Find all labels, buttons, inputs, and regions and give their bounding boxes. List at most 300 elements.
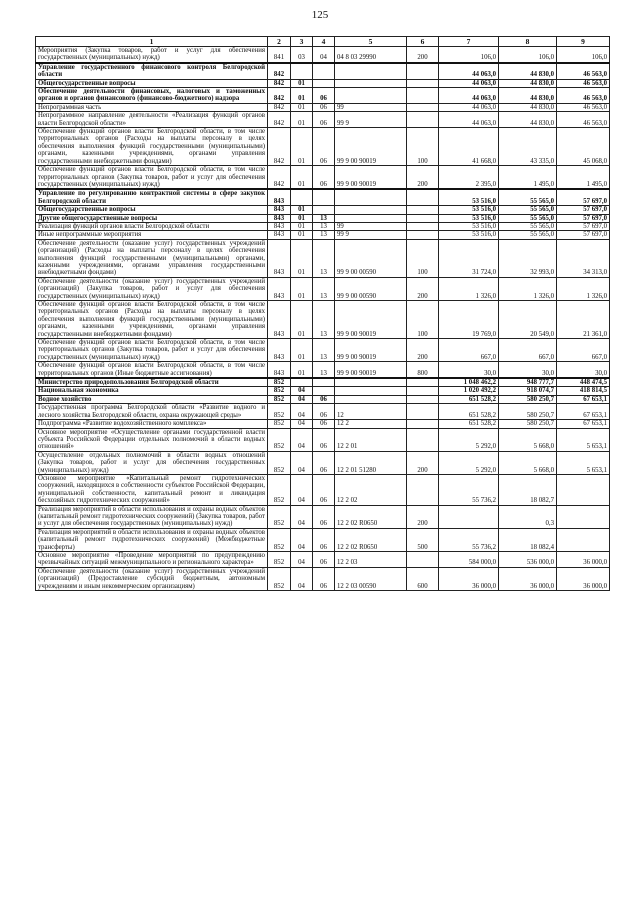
- row-amount-year3: 46 563,0: [557, 103, 610, 111]
- row-amount-year3: 46 563,0: [557, 112, 610, 128]
- row-amount-year2: 30,0: [499, 362, 557, 378]
- row-amount-year3: 46 563,0: [557, 88, 610, 104]
- row-ministry-code: 843: [268, 231, 291, 239]
- row-name: Основное мероприятие «Осуществление органами государственной власти субъекта Российской Федерации отдельных полномочий в области водных отношений»: [36, 428, 268, 451]
- row-amount-year1: 53 516,0: [439, 231, 499, 239]
- row-section-code: 01: [291, 79, 313, 87]
- row-subsection-code: 13: [313, 231, 335, 239]
- table-row: [36, 214, 610, 222]
- table-row: [36, 63, 610, 79]
- row-ministry-code: 842: [268, 128, 291, 166]
- row-amount-year3: 45 068,0: [557, 128, 610, 166]
- table-row: [36, 112, 610, 128]
- row-name: Обеспечение деятельности (оказание услуг) государственных учреждений (организаций) (Предоставление субсидий бюджетным, автономным учреждениям и иным некоммерческим организациям): [36, 567, 268, 590]
- row-subsection-code: [313, 387, 335, 395]
- row-amount-year2: 55 565,0: [499, 206, 557, 214]
- row-amount-year2: 43 335,0: [499, 128, 557, 166]
- table-row: [36, 47, 610, 63]
- row-name: Непрограммное направление деятельности «Реализация функций органов власти Белгородской области»: [36, 112, 268, 128]
- row-name: Национальная экономика: [36, 387, 268, 395]
- row-amount-year1: 53 516,0: [439, 214, 499, 222]
- row-section-code: 01: [291, 239, 313, 277]
- row-name: Осуществление отдельных полномочий в области водных отношений (Закупка товаров, работ и услуг для обеспечения государственных (муниципальных) нужд): [36, 451, 268, 474]
- row-expense-type: 200: [407, 277, 439, 300]
- table-body: [36, 47, 610, 591]
- row-subsection-code: 06: [313, 451, 335, 474]
- row-amount-year3: 67 653,1: [557, 395, 610, 403]
- row-amount-year1: 667,0: [439, 339, 499, 362]
- row-section-code: 04: [291, 567, 313, 590]
- table-row: [36, 189, 610, 205]
- row-name: Общегосударственные вопросы: [36, 206, 268, 214]
- row-section-code: 01: [291, 103, 313, 111]
- row-section-code: 04: [291, 528, 313, 551]
- row-ministry-code: 852: [268, 552, 291, 568]
- row-amount-year2: 536 000,0: [499, 552, 557, 568]
- row-amount-year3: 667,0: [557, 339, 610, 362]
- row-amount-year2: 1 326,0: [499, 277, 557, 300]
- row-amount-year3: 67 653,1: [557, 420, 610, 428]
- table-row: [36, 128, 610, 166]
- row-amount-year1: 30,0: [439, 362, 499, 378]
- row-section-code: 04: [291, 505, 313, 528]
- row-subsection-code: 06: [313, 404, 335, 420]
- column-header: 8: [499, 37, 557, 47]
- row-amount-year2: 36 000,0: [499, 567, 557, 590]
- row-subsection-code: 06: [313, 88, 335, 104]
- row-ministry-code: 843: [268, 277, 291, 300]
- row-section-code: 01: [291, 128, 313, 166]
- row-ministry-code: 843: [268, 214, 291, 222]
- row-expense-type: [407, 63, 439, 79]
- row-target-article: [335, 395, 407, 403]
- table-row: [36, 505, 610, 528]
- row-target-article: [335, 79, 407, 87]
- row-section-code: 04: [291, 387, 313, 395]
- row-amount-year1: [439, 505, 499, 528]
- table-row: [36, 88, 610, 104]
- row-expense-type: 100: [407, 239, 439, 277]
- row-name: Обеспечение функций органов власти Белгородской области, в том числе территориальных органов (Расходы на выплаты персоналу в целях обеспечения выполнения функций государственными (муниципальными) органами, казенными учреждениями, органами управления государственными внебюджетными фондами): [36, 128, 268, 166]
- row-amount-year1: 55 736,2: [439, 528, 499, 551]
- row-section-code: 01: [291, 231, 313, 239]
- row-subsection-code: 06: [313, 112, 335, 128]
- row-amount-year2: 44 830,0: [499, 63, 557, 79]
- row-ministry-code: 842: [268, 63, 291, 79]
- table-row: [36, 451, 610, 474]
- row-ministry-code: 852: [268, 451, 291, 474]
- row-expense-type: [407, 387, 439, 395]
- row-ministry-code: 843: [268, 239, 291, 277]
- row-target-article: 12 2 03 00590: [335, 567, 407, 590]
- table-row: [36, 378, 610, 387]
- row-target-article: 99 9 00 90019: [335, 128, 407, 166]
- row-expense-type: [407, 214, 439, 222]
- row-ministry-code: 842: [268, 103, 291, 111]
- row-name: Реализация мероприятий в области использования и охраны водных объектов (капитальный ремонт гидротехнических сооружений) (Межбюджетные трансферты): [36, 528, 268, 551]
- page-number: 125: [311, 9, 329, 21]
- row-subsection-code: [313, 206, 335, 214]
- row-ministry-code: 852: [268, 528, 291, 551]
- row-expense-type: [407, 420, 439, 428]
- row-amount-year3: 30,0: [557, 362, 610, 378]
- row-ministry-code: 852: [268, 505, 291, 528]
- row-name: Обеспечение деятельности финансовых, налоговых и таможенных органов и органов финансового (финансово-бюджетного) надзора: [36, 88, 268, 104]
- table-row: [36, 420, 610, 428]
- row-name: Мероприятия (Закупка товаров, работ и услуг для обеспечения государственных (муниципальных) нужд): [36, 47, 268, 63]
- row-expense-type: 200: [407, 47, 439, 63]
- row-amount-year2: 44 830,0: [499, 112, 557, 128]
- row-expense-type: [407, 474, 439, 505]
- row-name: Иные непрограммные мероприятия: [36, 231, 268, 239]
- row-amount-year3: 448 474,5: [557, 378, 610, 387]
- row-ministry-code: 852: [268, 378, 291, 387]
- row-subsection-code: [313, 79, 335, 87]
- table-row: [36, 395, 610, 403]
- row-amount-year1: 106,0: [439, 47, 499, 63]
- row-name: Обеспечение функций органов власти Белгородской области, в том числе территориальных органов (Закупка товаров, работ и услуг для обеспечения государственных (муниципальных) нужд): [36, 166, 268, 190]
- header-row: [36, 37, 610, 47]
- row-amount-year3: 57 697,0: [557, 222, 610, 230]
- row-subsection-code: 13: [313, 222, 335, 230]
- row-amount-year3: [557, 474, 610, 505]
- row-subsection-code: [313, 378, 335, 387]
- row-amount-year2: 580 250,7: [499, 404, 557, 420]
- row-ministry-code: 843: [268, 362, 291, 378]
- row-subsection-code: 13: [313, 214, 335, 222]
- table-row: [36, 567, 610, 590]
- row-amount-year2: 948 777,7: [499, 378, 557, 387]
- row-amount-year2: 55 565,0: [499, 214, 557, 222]
- row-section-code: [291, 189, 313, 205]
- row-amount-year3: 57 697,0: [557, 189, 610, 205]
- row-amount-year3: 67 653,1: [557, 404, 610, 420]
- row-name: Обеспечение функций органов власти Белгородской области, в том числе территориальных органов (Расходы на выплаты персоналу в целях обеспечения выполнения функций государственными (муниципальными) органами, казенными учреждениями, органами управления государственными внебюджетными фондами): [36, 301, 268, 339]
- row-expense-type: [407, 222, 439, 230]
- row-amount-year2: 32 993,0: [499, 239, 557, 277]
- row-amount-year3: 418 814,5: [557, 387, 610, 395]
- row-name: Реализация мероприятий в области использования и охраны водных объектов (капитальный ремонт гидротехнических сооружений) (Закупка товаров, работ и услуг для обеспечения государственных (муниципальных) нужд): [36, 505, 268, 528]
- row-amount-year1: 584 000,0: [439, 552, 499, 568]
- row-amount-year1: 55 736,2: [439, 474, 499, 505]
- row-target-article: [335, 189, 407, 205]
- row-ministry-code: 852: [268, 474, 291, 505]
- row-amount-year2: 55 565,0: [499, 222, 557, 230]
- row-amount-year1: 44 063,0: [439, 79, 499, 87]
- row-subsection-code: 06: [313, 528, 335, 551]
- row-expense-type: 500: [407, 528, 439, 551]
- row-amount-year2: 5 668,0: [499, 428, 557, 451]
- row-subsection-code: 06: [313, 505, 335, 528]
- row-subsection-code: 06: [313, 128, 335, 166]
- row-section-code: 04: [291, 420, 313, 428]
- row-expense-type: [407, 428, 439, 451]
- row-expense-type: [407, 395, 439, 403]
- row-amount-year3: 36 000,0: [557, 552, 610, 568]
- row-subsection-code: 13: [313, 277, 335, 300]
- row-amount-year3: 1 495,0: [557, 166, 610, 190]
- row-target-article: 99 9 00 00590: [335, 277, 407, 300]
- row-amount-year1: 44 063,0: [439, 88, 499, 104]
- table-row: [36, 301, 610, 339]
- row-amount-year3: 5 653,1: [557, 451, 610, 474]
- row-section-code: 01: [291, 166, 313, 190]
- row-amount-year3: 34 313,0: [557, 239, 610, 277]
- row-ministry-code: 852: [268, 395, 291, 403]
- row-expense-type: [407, 404, 439, 420]
- row-amount-year2: 44 830,0: [499, 88, 557, 104]
- table-row: [36, 103, 610, 111]
- row-amount-year2: 580 250,7: [499, 395, 557, 403]
- row-section-code: [291, 378, 313, 387]
- row-target-article: [335, 88, 407, 104]
- row-section-code: 01: [291, 88, 313, 104]
- row-subsection-code: 06: [313, 567, 335, 590]
- column-header: 6: [407, 37, 439, 47]
- row-amount-year2: 5 668,0: [499, 451, 557, 474]
- row-target-article: 12 2: [335, 420, 407, 428]
- row-ministry-code: 852: [268, 387, 291, 395]
- row-subsection-code: 13: [313, 239, 335, 277]
- row-amount-year3: 36 000,0: [557, 567, 610, 590]
- row-target-article: 12 2 01: [335, 428, 407, 451]
- table-row: [36, 552, 610, 568]
- row-name: Подпрограмма «Развитие водохозяйственного комплекса»: [36, 420, 268, 428]
- row-ministry-code: 843: [268, 222, 291, 230]
- row-expense-type: [407, 206, 439, 214]
- table-row: [36, 528, 610, 551]
- row-subsection-code: 13: [313, 339, 335, 362]
- row-ministry-code: 843: [268, 206, 291, 214]
- row-expense-type: [407, 88, 439, 104]
- row-section-code: 01: [291, 362, 313, 378]
- row-target-article: 99 9 00 00590: [335, 239, 407, 277]
- row-amount-year1: 36 000,0: [439, 567, 499, 590]
- row-section-code: 04: [291, 474, 313, 505]
- row-target-article: 99: [335, 103, 407, 111]
- row-ministry-code: 852: [268, 567, 291, 590]
- row-expense-type: 200: [407, 339, 439, 362]
- table-row: [36, 339, 610, 362]
- row-section-code: 01: [291, 339, 313, 362]
- row-amount-year3: [557, 505, 610, 528]
- row-ministry-code: 852: [268, 404, 291, 420]
- row-section-code: 03: [291, 47, 313, 63]
- row-target-article: 04 8 03 29990: [335, 47, 407, 63]
- row-name: Непрограммная часть: [36, 103, 268, 111]
- row-amount-year1: 1 020 492,2: [439, 387, 499, 395]
- row-ministry-code: 843: [268, 339, 291, 362]
- row-amount-year1: 5 292,0: [439, 428, 499, 451]
- row-name: Обеспечение функций органов власти Белгородской области, в том числе территориальных органов (Иные бюджетные ассигнования): [36, 362, 268, 378]
- row-amount-year2: 1 495,0: [499, 166, 557, 190]
- row-amount-year2: 0,3: [499, 505, 557, 528]
- row-subsection-code: 04: [313, 47, 335, 63]
- row-target-article: 12 2 03: [335, 552, 407, 568]
- row-target-article: [335, 387, 407, 395]
- row-section-code: 01: [291, 206, 313, 214]
- row-expense-type: [407, 552, 439, 568]
- row-target-article: 99: [335, 222, 407, 230]
- row-subsection-code: 06: [313, 103, 335, 111]
- budget-table: [35, 36, 610, 591]
- row-target-article: [335, 378, 407, 387]
- row-section-code: 01: [291, 222, 313, 230]
- row-expense-type: 200: [407, 166, 439, 190]
- row-ministry-code: 842: [268, 112, 291, 128]
- row-ministry-code: 843: [268, 301, 291, 339]
- row-amount-year1: 44 063,0: [439, 63, 499, 79]
- row-amount-year3: 1 326,0: [557, 277, 610, 300]
- row-subsection-code: 13: [313, 362, 335, 378]
- row-target-article: 12 2 01 51280: [335, 451, 407, 474]
- row-target-article: [335, 214, 407, 222]
- row-section-code: 04: [291, 404, 313, 420]
- table-row: [36, 222, 610, 230]
- row-target-article: 12 2 02 R0650: [335, 528, 407, 551]
- row-amount-year1: 44 063,0: [439, 112, 499, 128]
- row-subsection-code: 06: [313, 395, 335, 403]
- row-amount-year1: 53 516,0: [439, 206, 499, 214]
- row-expense-type: [407, 79, 439, 87]
- row-amount-year2: 44 830,0: [499, 79, 557, 87]
- row-target-article: 12: [335, 404, 407, 420]
- table-row: [36, 387, 610, 395]
- row-target-article: 12 2 02 R0650: [335, 505, 407, 528]
- row-expense-type: [407, 231, 439, 239]
- row-amount-year1: 44 063,0: [439, 103, 499, 111]
- row-expense-type: [407, 103, 439, 111]
- row-amount-year3: 46 563,0: [557, 63, 610, 79]
- row-amount-year1: 651 528,2: [439, 404, 499, 420]
- row-amount-year3: 106,0: [557, 47, 610, 63]
- row-amount-year2: 55 565,0: [499, 231, 557, 239]
- row-expense-type: [407, 378, 439, 387]
- row-amount-year1: 1 326,0: [439, 277, 499, 300]
- table-row: [36, 79, 610, 87]
- row-name: Управление государственного финансового контроля Белгородской области: [36, 63, 268, 79]
- row-section-code: 01: [291, 301, 313, 339]
- row-section-code: 01: [291, 112, 313, 128]
- row-name: Управление по регулированию контрактной системы в сфере закупок Белгородской области: [36, 189, 268, 205]
- row-name: Обеспечение функций органов власти Белгородской области, в том числе территориальных органов (Закупка товаров, работ и услуг для обеспечения государственных (муниципальных) нужд): [36, 339, 268, 362]
- row-target-article: 99 9 00 90019: [335, 166, 407, 190]
- row-name: Обеспечение деятельности (оказание услуг) государственных учреждений (организаций) (Закупка товаров, работ и услуг для обеспечения государственных (муниципальных) нужд): [36, 277, 268, 300]
- column-header: 9: [557, 37, 610, 47]
- row-target-article: 99 9: [335, 231, 407, 239]
- row-amount-year1: 1 048 462,2: [439, 378, 499, 387]
- row-amount-year2: 18 082,4: [499, 528, 557, 551]
- row-amount-year1: 41 668,0: [439, 128, 499, 166]
- row-name: Реализация функций органов власти Белгородской области: [36, 222, 268, 230]
- row-amount-year3: 5 653,1: [557, 428, 610, 451]
- row-target-article: 99 9 00 90019: [335, 362, 407, 378]
- row-name: Основное мероприятие «Проведение мероприятий по предупреждению чрезвычайных ситуаций межмуниципального и регионального характера»: [36, 552, 268, 568]
- row-amount-year2: 580 250,7: [499, 420, 557, 428]
- row-section-code: 04: [291, 428, 313, 451]
- row-subsection-code: 06: [313, 420, 335, 428]
- row-ministry-code: 843: [268, 189, 291, 205]
- row-ministry-code: 841: [268, 47, 291, 63]
- table-row: [36, 428, 610, 451]
- row-target-article: [335, 206, 407, 214]
- row-name: Государственная программа Белгородской области «Развитие водного и лесного хозяйства Белгородской области, охрана окружающей среды»: [36, 404, 268, 420]
- row-subsection-code: 06: [313, 428, 335, 451]
- row-amount-year1: 19 769,0: [439, 301, 499, 339]
- table-row: [36, 474, 610, 505]
- row-name: Другие общегосударственные вопросы: [36, 214, 268, 222]
- row-amount-year2: 55 565,0: [499, 189, 557, 205]
- row-amount-year2: 44 830,0: [499, 103, 557, 111]
- row-target-article: [335, 63, 407, 79]
- row-subsection-code: [313, 63, 335, 79]
- row-expense-type: 100: [407, 301, 439, 339]
- column-header: 2: [268, 37, 291, 47]
- row-name: Министерство природопользования Белгородской области: [36, 378, 268, 387]
- row-name: Водное хозяйство: [36, 395, 268, 403]
- row-ministry-code: 852: [268, 428, 291, 451]
- row-amount-year2: 106,0: [499, 47, 557, 63]
- row-subsection-code: [313, 189, 335, 205]
- table-row: [36, 404, 610, 420]
- row-section-code: 04: [291, 395, 313, 403]
- column-header: 1: [36, 37, 268, 47]
- row-section-code: 01: [291, 277, 313, 300]
- row-expense-type: 100: [407, 128, 439, 166]
- row-expense-type: 200: [407, 451, 439, 474]
- row-amount-year3: 57 697,0: [557, 206, 610, 214]
- column-header: 5: [335, 37, 407, 47]
- row-subsection-code: 13: [313, 301, 335, 339]
- row-amount-year1: 53 516,0: [439, 189, 499, 205]
- row-amount-year1: 651 528,2: [439, 395, 499, 403]
- row-amount-year2: 667,0: [499, 339, 557, 362]
- row-target-article: 99 9: [335, 112, 407, 128]
- row-expense-type: 200: [407, 505, 439, 528]
- row-target-article: 12 2 02: [335, 474, 407, 505]
- row-amount-year1: 53 516,0: [439, 222, 499, 230]
- row-section-code: 04: [291, 552, 313, 568]
- row-expense-type: [407, 112, 439, 128]
- row-ministry-code: 842: [268, 166, 291, 190]
- row-name: Основное мероприятие «Капитальный ремонт гидротехнических сооружений, находящихся в собственности субъектов Российской Федерации, муниципальной собственности, капитальный ремонт и ликвидация бесхозяйных гидротехнических сооружений»: [36, 474, 268, 505]
- table-row: [36, 166, 610, 190]
- row-amount-year3: 46 563,0: [557, 79, 610, 87]
- row-amount-year3: [557, 528, 610, 551]
- row-expense-type: [407, 189, 439, 205]
- row-amount-year2: 20 549,0: [499, 301, 557, 339]
- row-amount-year2: 918 074,7: [499, 387, 557, 395]
- row-amount-year3: 21 361,0: [557, 301, 610, 339]
- row-target-article: 99 9 00 90019: [335, 339, 407, 362]
- table-row: [36, 231, 610, 239]
- table-row: [36, 277, 610, 300]
- row-target-article: 99 9 00 90019: [335, 301, 407, 339]
- row-ministry-code: 852: [268, 420, 291, 428]
- row-amount-year3: 57 697,0: [557, 231, 610, 239]
- column-header: 4: [313, 37, 335, 47]
- row-ministry-code: 842: [268, 88, 291, 104]
- row-name: Общегосударственные вопросы: [36, 79, 268, 87]
- row-section-code: 01: [291, 214, 313, 222]
- column-header: 7: [439, 37, 499, 47]
- row-amount-year1: 5 292,0: [439, 451, 499, 474]
- row-subsection-code: 06: [313, 166, 335, 190]
- table-row: [36, 362, 610, 378]
- row-subsection-code: 06: [313, 474, 335, 505]
- table-row: [36, 239, 610, 277]
- row-amount-year1: 651 528,2: [439, 420, 499, 428]
